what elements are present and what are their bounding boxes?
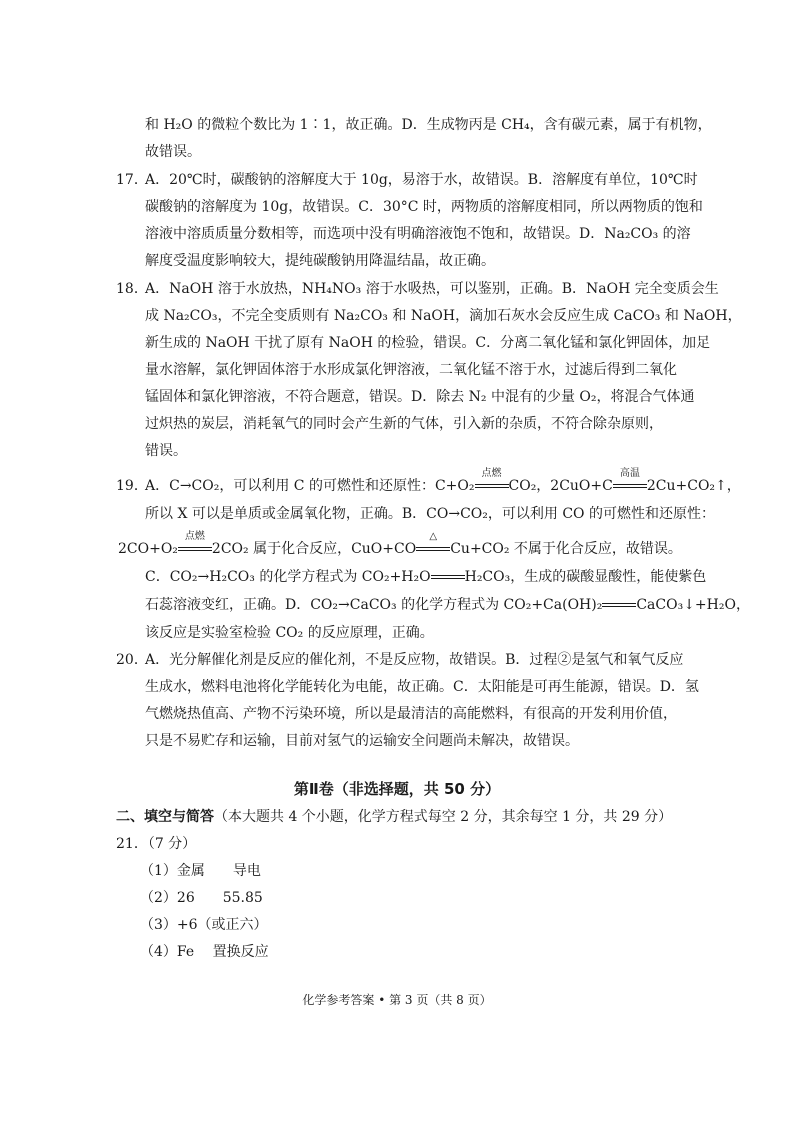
q19-line-2: 所以 X 可以是单质或金属氧化物，正确。B．CO→CO₂，可以利用 CO 的可燃性和还原性： [145,506,715,522]
q19-number: 19． [116,478,148,494]
reaction-condition-high-temp [613,468,647,495]
q17-line-3: 溶液中溶质质量分数相等，而选项中没有明确溶液饱不饱和，故错误。D．Na₂CO₃ 的溶 [145,226,691,242]
q19-line-6: 该反应是实验室检验 CO₂ 的反应原理，正确。 [145,625,434,641]
q19-line-5-part-1: 石蕊溶液变红，正确。D．CO₂→CaCO₃ 的化学方程式为 CO₂+Ca(OH)₂ [145,597,603,613]
q18-line-7: 错误。 [145,443,187,459]
equals-sign [416,547,450,551]
section-2-title: 第Ⅱ卷（非选择题，共 50 分） [293,780,501,798]
equals-sign [431,575,465,579]
q21-answer-3: （3）+6（或正六） [140,917,268,933]
q19-line-3-part-1: 2CO+O₂ [118,541,178,557]
q21-answer-1: （1）金属 导电 [140,863,261,879]
q19-line-5-part-2: CaCO₃↓+H₂O， [636,597,750,613]
q19-line-1-part-1: A．C→CO₂，可以利用 C 的可燃性和还原性：C+O₂ [145,478,475,494]
q16-line-2: 故错误。 [145,144,201,160]
q18-number: 18． [116,281,148,297]
q20-line-2: 生成水，燃料电池将化学能转化为电能，故正确。C．太阳能是可再生能源，错误。D．氢 [145,679,699,695]
q17-line-2: 碳酸钠的溶解度为 10g，故错误。C．30°C 时，两物质的溶解度相同，所以两物质的饱和 [145,199,703,215]
part-2-header [116,808,672,826]
condition-label: 点燃 [184,531,205,542]
q18-line-4: 量水溶解，氯化钾固体溶于水形成氯化钾溶液，二氧化锰不溶于水，过滤后得到二氧化 [145,362,677,378]
q16-line-1: 和 H₂O 的微粒个数比为 1∶1，故正确。D．生成物丙是 CH₄，含有碳元素，属于有机物， [145,117,712,133]
q19-line-3-part-2: 2CO₂ 属于化合反应，CuO+CO [211,541,417,557]
q21-answer-2: （2）26 55.85 [140,890,263,906]
equation-equals [602,596,636,614]
equals-sign [602,603,636,607]
q20-line-4: 只是不易贮存和运输，目前对氢气的运输安全问题尚未解决，故错误。 [145,733,579,749]
q17-line-1: A．20℃时，碳酸钠的溶解度大于 10g，易溶于水，故错误。B．溶解度有单位，10℃时 [145,172,698,188]
q19-line-4-part-2: H₂CO₃，生成的碳酸显酸性，能使紫色 [464,569,707,585]
q19-line-1-part-2: CO₂，2CuO+C [508,478,613,494]
q19-line-5 [145,596,750,614]
q19-line-1-part-3: 2Cu+CO₂↑， [646,478,741,494]
q19-line-4-part-1: C．CO₂→H₂CO₃ 的化学方程式为 CO₂+H₂O [145,569,431,585]
equals-sign [613,484,647,488]
reaction-condition-heat [416,531,450,558]
q21-header: 21．（7 分） [116,836,197,852]
q20-line-1: A．光分解催化剂是反应的催化剂，不是反应物，故错误。B．过程②是氢气和氧气反应 [145,652,684,668]
q18-line-3: 新生成的 NaOH 干扰了原有 NaOH 的检验，错误。C．分离二氧化锰和氯化钾固体，加足 [145,335,711,351]
q19-line-3 [118,531,682,558]
reaction-condition-ignite [178,531,212,558]
part-2-note: （本大题共 4 个小题，化学方程式每空 2 分，其余每空 1 分，共 29 分） [214,809,673,825]
q19-line-1 [145,468,741,495]
condition-label: 点燃 [481,468,502,479]
equals-sign [178,547,212,551]
equals-sign [475,484,509,488]
q20-line-3: 气燃烧热值高、产物不污染环境，所以是最清洁的高能燃料，有很高的开发利用价值， [145,706,677,722]
q19-line-4 [145,568,706,586]
q19-line-3-part-3: Cu+CO₂ 不属于化合反应，故错误。 [450,541,682,557]
q17-line-4: 解度受温度影响较大，提纯碳酸钠用降温结晶，故正确。 [145,253,495,269]
q18-line-1: A．NaOH 溶于水放热，NH₄NO₃ 溶于水吸热，可以鉴别，正确。B．NaOH 完全变质会生 [145,281,719,297]
q17-number: 17． [116,172,148,188]
q18-line-2: 成 Na₂CO₃，不完全变质则有 Na₂CO₃ 和 NaOH，滴加石灰水会反应生成 CaCO₃ 和 NaOH， [145,308,742,324]
page-footer: 化学参考答案 • 第 3 页（共 8 页） [302,993,492,1007]
q18-line-6: 过炽热的炭层，消耗氧气的同时会产生新的气体，引入新的杂质，不符合除杂原则， [145,416,663,432]
condition-label: △ [429,531,438,542]
q18-line-5: 锰固体和氯化钾溶液，不符合题意，错误。D．除去 N₂ 中混有的少量 O₂，将混合气体通 [145,389,695,405]
condition-label: 高温 [619,468,640,479]
q21-answer-4: （4）Fe 置换反应 [140,944,269,960]
q20-number: 20． [116,652,148,668]
reaction-condition-ignite [475,468,509,495]
equation-equals [431,568,465,586]
part-2-label: 二、填空与简答 [116,809,214,825]
